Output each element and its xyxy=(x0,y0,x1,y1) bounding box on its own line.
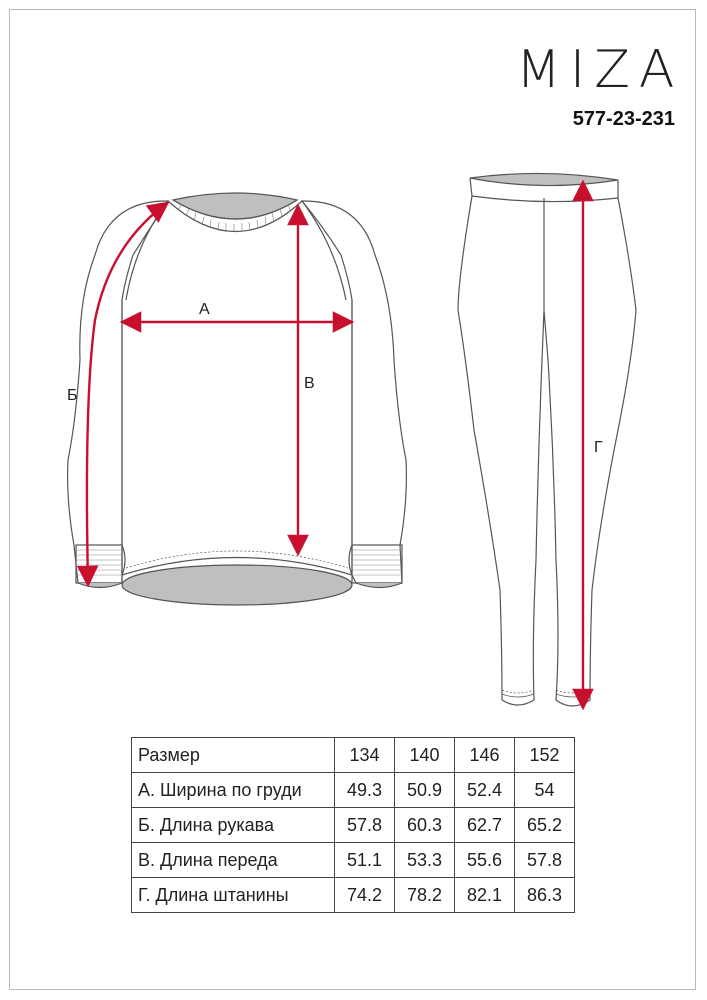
sweatshirt-body-sides xyxy=(122,300,352,575)
leggings-hem-line xyxy=(502,694,590,697)
size-table-body xyxy=(132,738,575,913)
leggings-hem-left xyxy=(502,690,534,693)
table-cell: 54 xyxy=(515,773,575,808)
sweatshirt-cuff-opening-left xyxy=(78,583,122,588)
table-cell: 50.9 xyxy=(395,773,455,808)
table-cell: 57.8 xyxy=(335,808,395,843)
sweatshirt-cuff-left xyxy=(76,545,122,583)
sweatshirt-raglan-seam-right xyxy=(302,201,346,300)
size-header-label: Размер xyxy=(132,738,335,773)
table-cell: 86.3 xyxy=(515,878,575,913)
sweatshirt-cuff-right xyxy=(352,545,402,583)
table-row xyxy=(132,773,575,808)
table-cell: 53.3 xyxy=(395,843,455,878)
label-g: Г xyxy=(594,439,603,456)
size-header-cell: 146 xyxy=(455,738,515,773)
sweatshirt-hem-opening xyxy=(122,565,352,605)
table-cell: 51.1 xyxy=(335,843,395,878)
row-label: Г. Длина штанины xyxy=(132,878,335,913)
article-number: 577-23-231 xyxy=(572,108,675,130)
row-label: Б. Длина рукава xyxy=(132,808,335,843)
table-row xyxy=(132,878,575,913)
size-table-header-row xyxy=(132,738,575,773)
size-header-cell: 152 xyxy=(515,738,575,773)
table-cell: 55.6 xyxy=(455,843,515,878)
table-row xyxy=(132,808,575,843)
row-label: А. Ширина по груди xyxy=(132,773,335,808)
size-table xyxy=(131,737,575,913)
size-header-cell: 134 xyxy=(335,738,395,773)
table-cell: 57.8 xyxy=(515,843,575,878)
table-cell: 65.2 xyxy=(515,808,575,843)
row-label: В. Длина переда xyxy=(132,843,335,878)
label-v: В xyxy=(304,375,315,392)
table-row xyxy=(132,843,575,878)
table-cell: 78.2 xyxy=(395,878,455,913)
sweatshirt-raglan-seam-left xyxy=(126,201,168,300)
leggings-outline xyxy=(458,196,636,706)
table-cell: 74.2 xyxy=(335,878,395,913)
table-cell: 82.1 xyxy=(455,878,515,913)
leggings-flat-sketch xyxy=(458,173,636,706)
leggings-waist-opening xyxy=(470,173,618,185)
sweatshirt-neck-opening xyxy=(173,193,297,219)
sweatshirt-measure-arrows xyxy=(87,204,350,583)
table-cell: 62.7 xyxy=(455,808,515,843)
label-b: Б xyxy=(67,387,78,404)
arrow-sleeve-length xyxy=(87,204,166,583)
brand-logo: MIZA xyxy=(516,40,684,100)
sweatshirt-cuff-opening-right xyxy=(356,583,402,588)
size-header-cell: 140 xyxy=(395,738,455,773)
leggings-hem-right xyxy=(556,690,590,693)
label-a: А xyxy=(199,301,210,318)
table-cell: 60.3 xyxy=(395,808,455,843)
table-cell: 52.4 xyxy=(455,773,515,808)
table-cell: 49.3 xyxy=(335,773,395,808)
